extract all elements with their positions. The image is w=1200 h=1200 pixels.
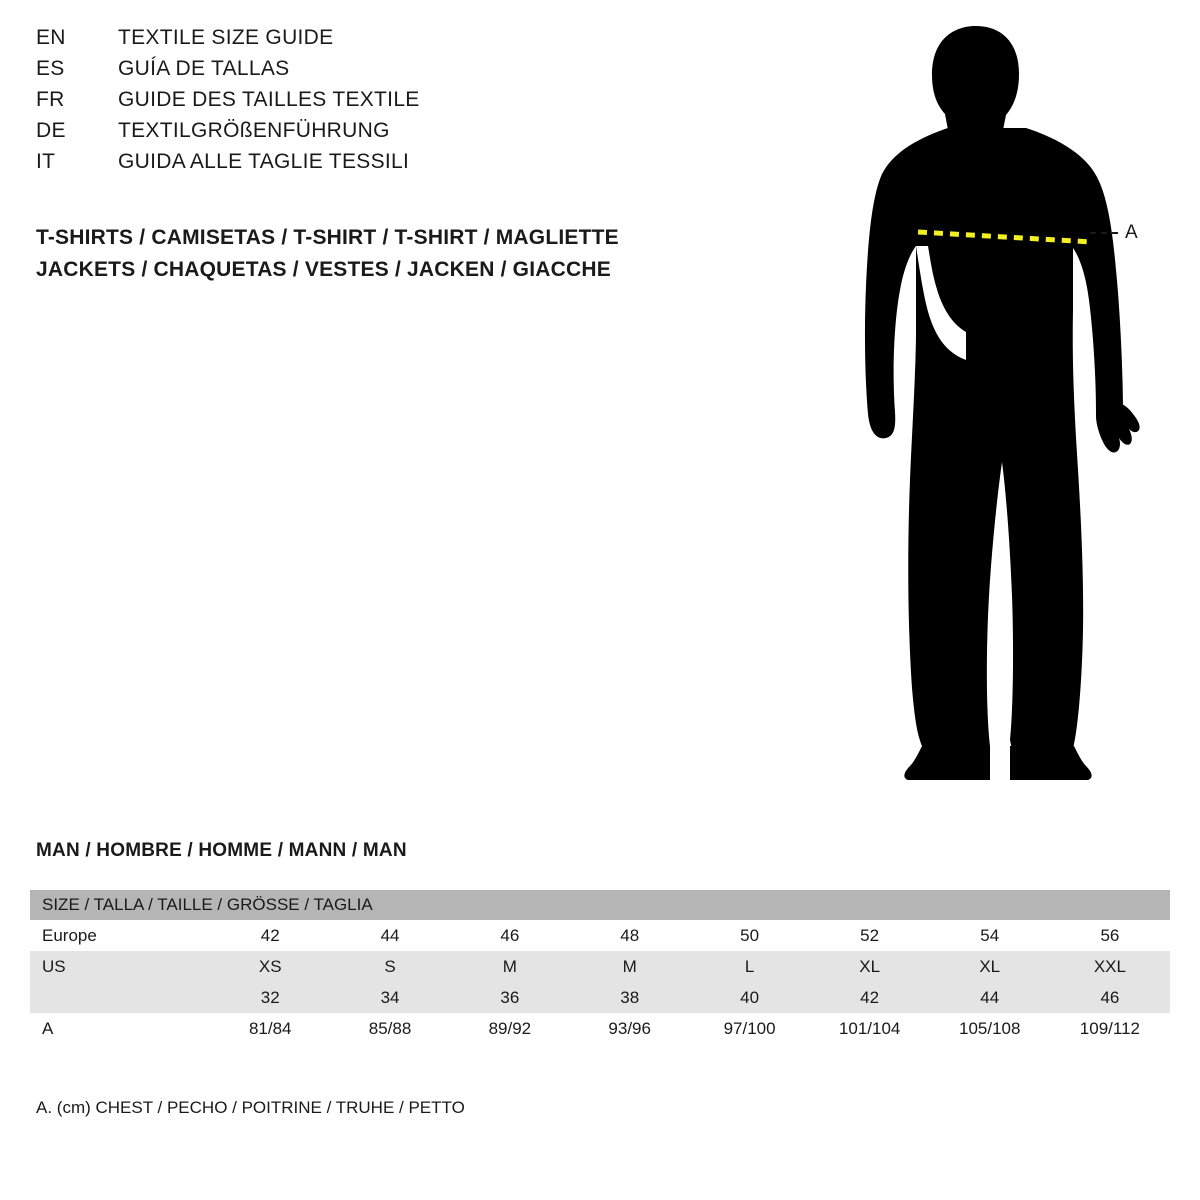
cell: 38 xyxy=(570,982,690,1013)
language-text: GUIDA ALLE TAGLIE TESSILI xyxy=(118,150,410,173)
language-code: FR xyxy=(36,88,65,111)
body-silhouette-figure xyxy=(820,10,1180,800)
cell: 97/100 xyxy=(690,1013,810,1044)
cell: 34 xyxy=(330,982,450,1013)
table-footnote: A. (cm) CHEST / PECHO / POITRINE / TRUHE / PETTO xyxy=(36,1098,465,1117)
cell: XL xyxy=(930,951,1050,982)
measure-label-a: A xyxy=(1125,222,1138,243)
cell: S xyxy=(330,951,450,982)
cell: 36 xyxy=(450,982,570,1013)
cell: 44 xyxy=(330,920,450,951)
table-row xyxy=(30,951,1170,982)
cell: 56 xyxy=(1050,920,1170,951)
cell: 109/112 xyxy=(1050,1013,1170,1044)
language-text: TEXTILE SIZE GUIDE xyxy=(118,26,334,49)
cell: 42 xyxy=(810,982,930,1013)
table-row xyxy=(30,920,1170,951)
language-row xyxy=(36,119,756,150)
row-label xyxy=(30,982,210,1013)
row-label: US xyxy=(30,951,210,982)
cell: 32 xyxy=(210,982,330,1013)
table-header-label: SIZE / TALLA / TAILLE / GRÖSSE / TAGLIA xyxy=(30,890,1170,920)
cell: 50 xyxy=(690,920,810,951)
cell: 48 xyxy=(570,920,690,951)
section-title-man: MAN / HOMBRE / HOMME / MANN / MAN xyxy=(36,840,407,861)
table-row xyxy=(30,982,1170,1013)
language-text: TEXTILGRÖßENFÜHRUNG xyxy=(118,119,390,142)
cell: XS xyxy=(210,951,330,982)
table-header-row xyxy=(30,890,1170,920)
cell: 52 xyxy=(810,920,930,951)
language-text: GUÍA DE TALLAS xyxy=(118,57,290,80)
language-row xyxy=(36,150,756,181)
cell: L xyxy=(690,951,810,982)
language-text: GUIDE DES TAILLES TEXTILE xyxy=(118,88,420,111)
cell: XXL xyxy=(1050,951,1170,982)
language-row xyxy=(36,88,756,119)
language-row xyxy=(36,26,756,57)
cell: 46 xyxy=(1050,982,1170,1013)
cell: XL xyxy=(810,951,930,982)
row-label: A xyxy=(30,1013,210,1044)
cell: 89/92 xyxy=(450,1013,570,1044)
cell: 85/88 xyxy=(330,1013,450,1044)
garment-line-tshirts: T-SHIRTS / CAMISETAS / T-SHIRT / T-SHIRT / MAGLIETTE xyxy=(36,226,619,249)
cell: 93/96 xyxy=(570,1013,690,1044)
cell: 54 xyxy=(930,920,1050,951)
garment-line-jackets: JACKETS / CHAQUETAS / VESTES / JACKEN / GIACCHE xyxy=(36,258,611,281)
cell: 101/104 xyxy=(810,1013,930,1044)
cell: M xyxy=(570,951,690,982)
table-row xyxy=(30,1013,1170,1044)
language-code: ES xyxy=(36,57,65,80)
language-code: EN xyxy=(36,26,66,49)
language-code: IT xyxy=(36,150,56,173)
language-row xyxy=(36,57,756,88)
cell: 42 xyxy=(210,920,330,951)
garment-type-list xyxy=(36,222,619,286)
cell: 105/108 xyxy=(930,1013,1050,1044)
cell: 44 xyxy=(930,982,1050,1013)
size-table xyxy=(30,890,1170,1044)
silhouette-svg xyxy=(820,10,1180,800)
row-label: Europe xyxy=(30,920,210,951)
language-list xyxy=(36,26,756,181)
cell: 81/84 xyxy=(210,1013,330,1044)
language-code: DE xyxy=(36,119,66,142)
cell: 40 xyxy=(690,982,810,1013)
measure-leader-line xyxy=(1090,232,1120,234)
cell: 46 xyxy=(450,920,570,951)
cell: M xyxy=(450,951,570,982)
